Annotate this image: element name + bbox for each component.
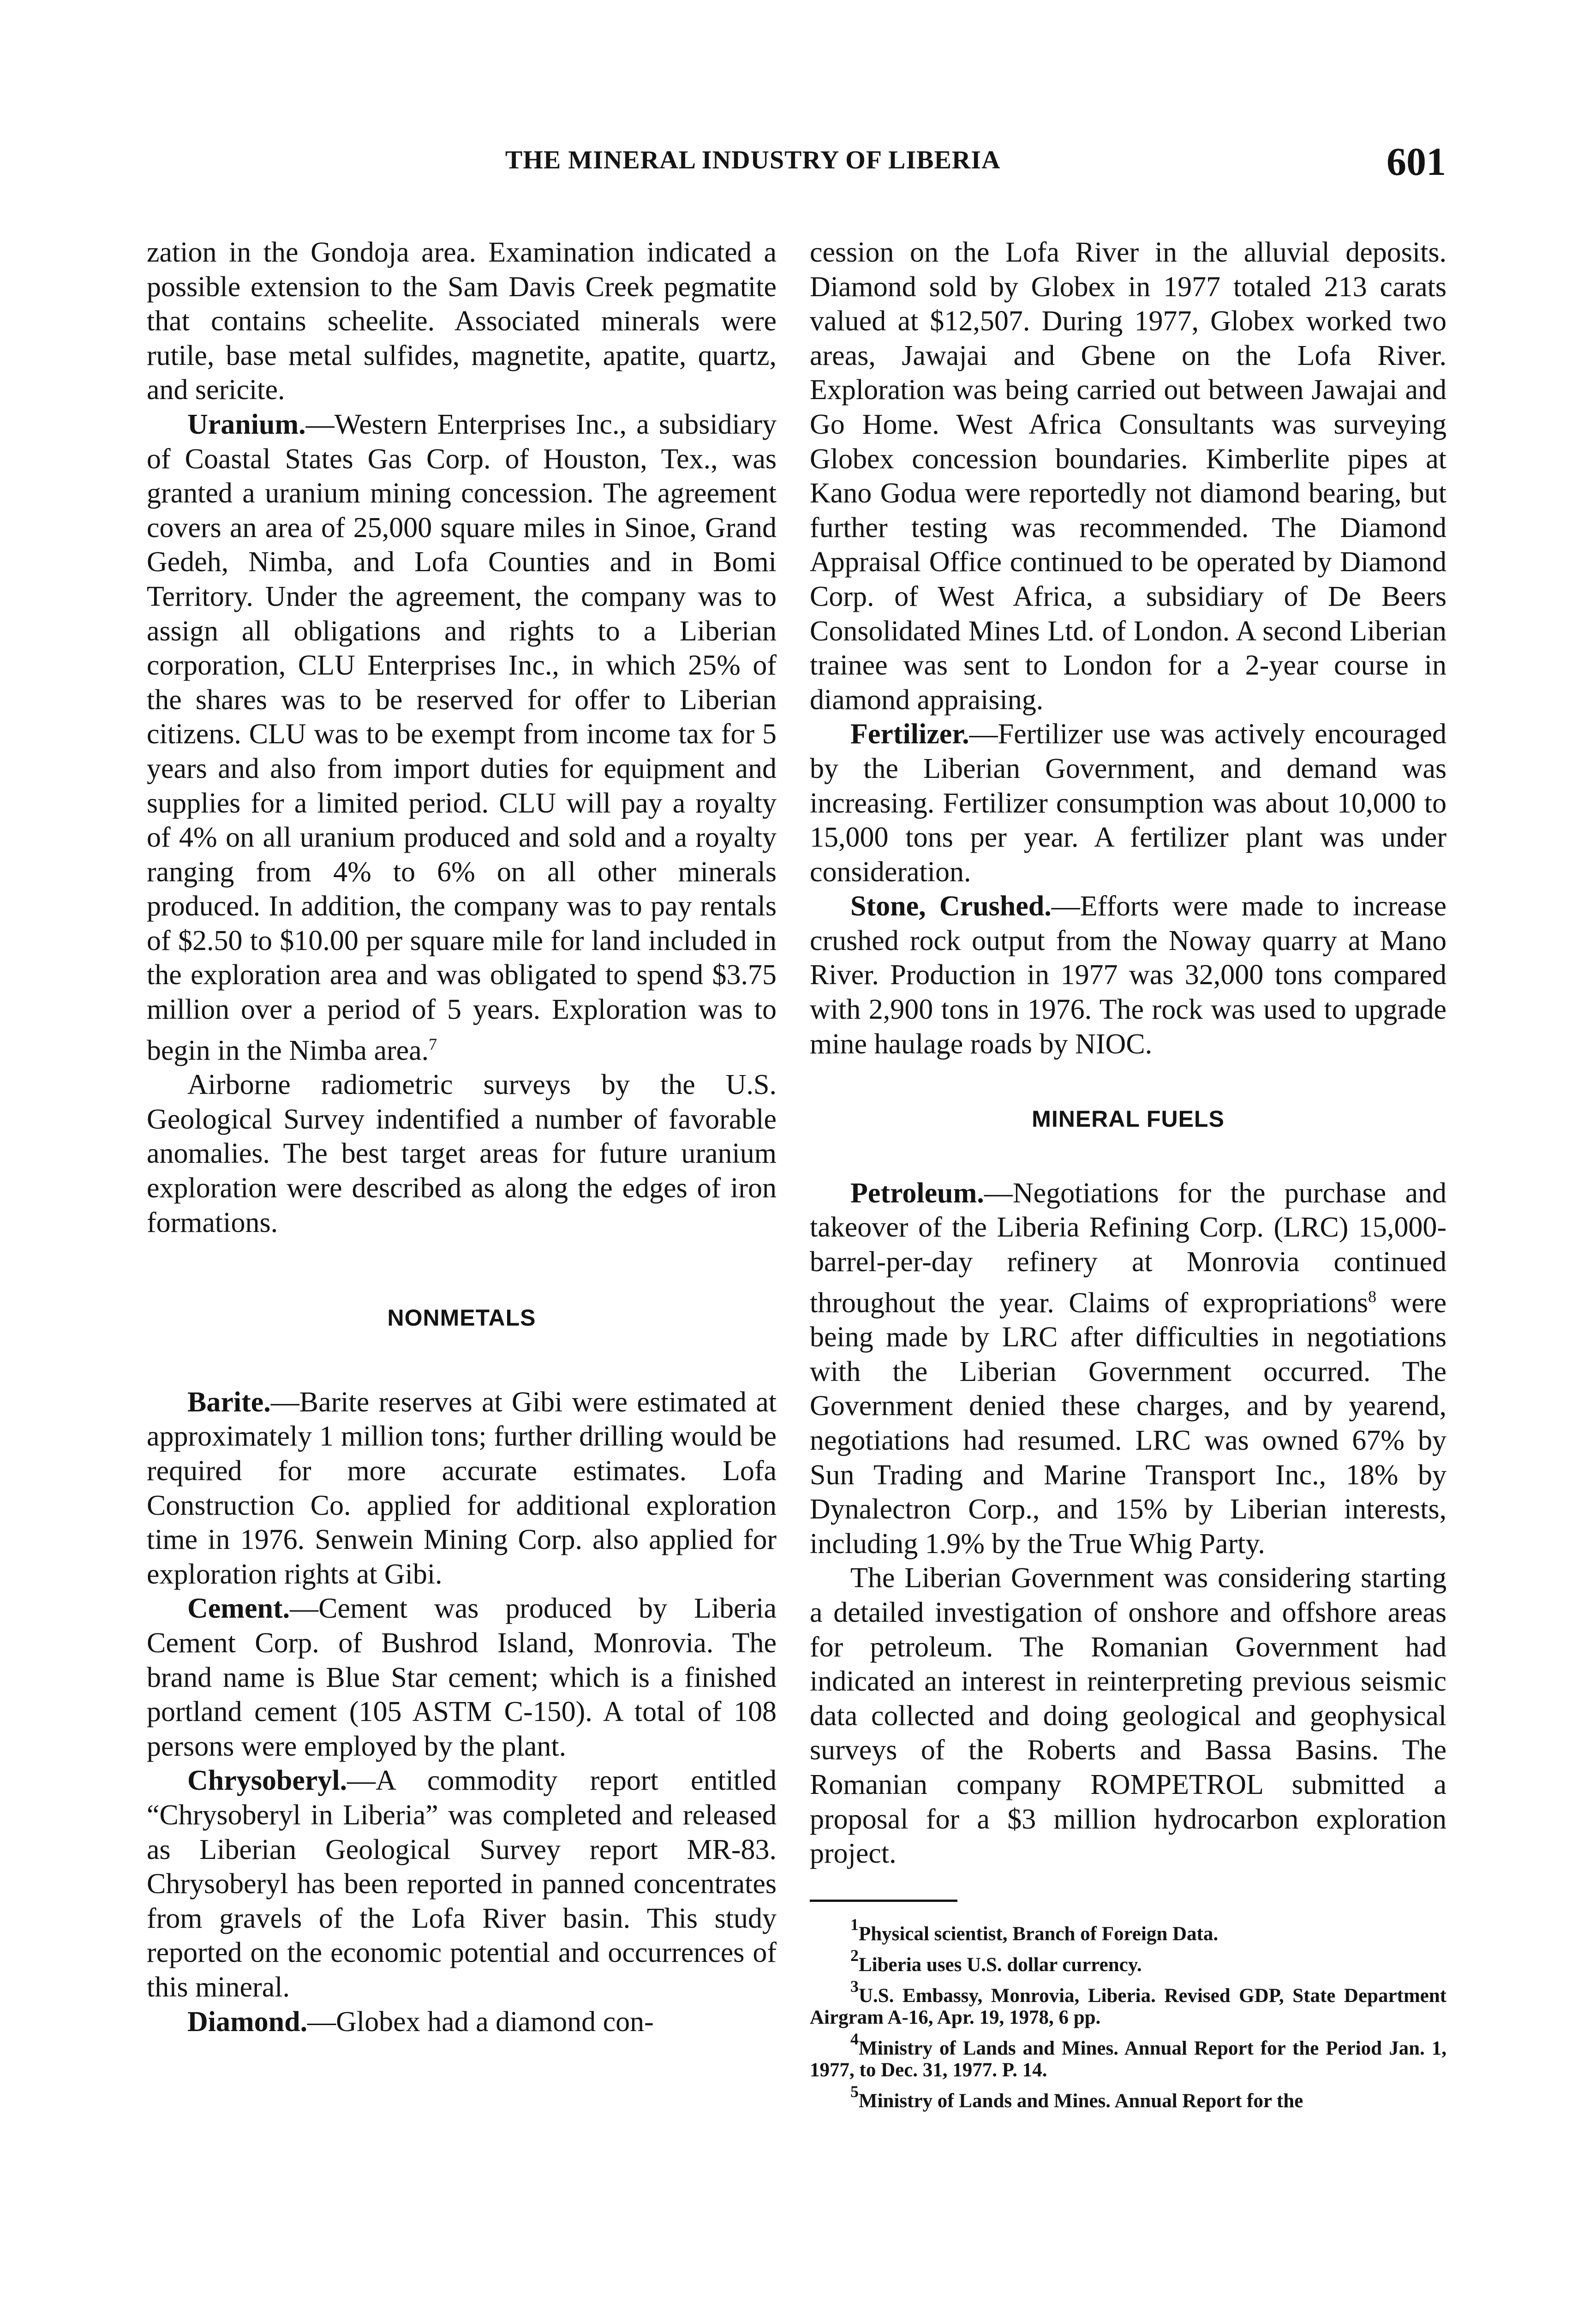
footnote-5: $^5$Ministry of Lands and Mines. Annual Report for the [850, 2082, 1303, 2112]
paragraph-petroleum: Petroleum.—Negotiations for the purchase and takeover of the Liberia Refining Corp. (LRC) 15,000-barrel-per-day refinery at Monrovia continued throughout the year. Claims of expropriations$^8$ were being made by LRC after difficulties in negotiations with the Liberian Government occurred. The Government denied these charges, and by yearend, negotiations had resumed. LRC was owned 67% by Sun Trading and Marine Transport Inc., 18% by Dynalectron Corp., and 15% by Liberian interests, including 1.9% by the True Whig Party. [810, 1177, 1447, 1560]
page-number: 601 [1387, 139, 1446, 184]
petroleum-run-in-title: Petroleum. [850, 1177, 984, 1209]
footnote-3: $^3$U.S. Embassy, Monrovia, Liberia. Revised GDP, State Department Airgram A-16, Apr. 19, 1978, 6 pp. [810, 1977, 1447, 2028]
footnote-2: $^2$Liberia uses U.S. dollar currency. [850, 1946, 1142, 1976]
diamond-run-in-title: Diamond. [187, 2006, 308, 2038]
paragraph-liberian-government: The Liberian Government was considering starting a detailed investigation of onshore and offshore areas for petroleum. The Romanian Government had indicated an interest in reinterpreting previous seismic data collected and doing geological and geophysical surveys of the Roberts and Bassa Basins. The Romanian company ROMPETROL submitted a proposal for a $3 million hydrocarbon exploration project. [810, 1562, 1447, 1870]
paragraph-barite: Barite.—Barite reserves at Gibi were estimated at approximately 1 million tons; further drilling would be required for more accurate estimates. Lofa Construction Co. applied for additional exploration time in 1976. Senwein Mining Corp. also applied for exploration rights at Gibi. [147, 1386, 777, 1590]
left-column [147, 235, 777, 2039]
running-header: THE MINERAL INDUSTRY OF LIBERIA [505, 146, 1001, 174]
paragraph-chrysoberyl: Chrysoberyl.—A commodity report entitled “Chrysoberyl in Liberia” was completed and released as Liberian Geological Survey report MR-83. Chrysoberyl has been reported in panned concentrates from gravels of the Lofa River basin. This study reported on the economic potential and occurrences of this mineral. [147, 1765, 777, 2003]
paragraph-airborne: Airborne radiometric surveys by the U.S. Geological Survey indentified a number of favorable anomalies. The best target areas for future uranium exploration were described as along the edges of iron formations. [147, 1069, 777, 1238]
paragraph-fertilizer: Fertilizer.—Fertilizer use was actively encouraged by the Liberian Government, and demand was increasing. Fertilizer consumption was about 10,000 to 15,000 tons per year. A fertilizer plant was under consideration. [810, 718, 1447, 888]
paragraph-diamond: Diamond.—Globex had a diamond con- [187, 2006, 654, 2038]
section-heading-mineral-fuels: MINERAL FUELS [1032, 1106, 1225, 1132]
uranium-run-in-title: Uranium. [187, 408, 306, 440]
footnotes [810, 1914, 1447, 2112]
footnote-ref-8: 8 [1368, 1287, 1376, 1306]
footnote-1: $^1$Physical scientist, Branch of Foreign Data. [850, 1915, 1219, 1945]
stone-run-in-title: Stone, Crushed. [850, 891, 1052, 922]
paragraph-continuation: zation in the Gondoja area. Examination indicated a possible extension to the Sam Davis Creek pegmatite that contains scheelite. Associated minerals were rutile, base metal sulfides, magnetite, apatite, quartz, and sericite. [147, 237, 777, 406]
cement-run-in-title: Cement. [187, 1593, 290, 1625]
section-heading-nonmetals: NONMETALS [387, 1305, 536, 1331]
fertilizer-run-in-title: Fertilizer. [850, 718, 969, 750]
paragraph-cement: Cement.—Cement was produced by Liberia Cement Corp. of Bushrod Island, Monrovia. The brand name is Blue Star cement; which is a finished portland cement (105 ASTM C-150). A total of 108 persons were employed by the plant. [147, 1593, 777, 1762]
footnote-ref-7: 7 [429, 1034, 437, 1053]
paragraph-diamond-continued: cession on the Lofa River in the alluvial deposits. Diamond sold by Globex in 1977 totaled 213 carats valued at $12,507. During 1977, Globex worked two areas, Jawajai and Gbene on the Lofa River. Exploration was being carried out between Jawajai and Go Home. West Africa Consultants was surveying Globex concession boundaries. Kimberlite pipes at Kano Godua were reportedly not diamond bearing, but further testing was recommended. The Diamond Appraisal Office continued to be operated by Diamond Corp. of West Africa, a subsidiary of De Beers Consolidated Mines Ltd. of London. A second Liberian trainee was sent to London for a 2-year course in diamond appraising. [810, 237, 1447, 716]
paragraph-stone-crushed: Stone, Crushed.—Efforts were made to increase crushed rock output from the Noway quarry at Mano River. Production in 1977 was 32,000 tons compared with 2,900 tons in 1976. The rock was used to upgrade mine haulage roads by NIOC. [810, 891, 1447, 1060]
footnote-4: $^4$Ministry of Lands and Mines. Annual Report for the Period Jan. 1, 1977, to Dec. 31, 1977. P. 14. [810, 2029, 1447, 2081]
paragraph-uranium: Uranium.—Western Enterprises Inc., a subsidiary of Coastal States Gas Corp. of Houston, Tex., was granted a uranium mining concession. The agreement covers an area of 25,000 square miles in Sinoe, Grand Gedeh, Nimba, and Lofa Counties and in Bomi Territory. Under the agreement, the company was to assign all obligations and rights to a Liberian corporation, CLU Enterprises Inc., in which 25% of the shares was to be reserved for offer to Liberian citizens. CLU was to be exempt from income tax for 5 years and also from import duties for equipment and supplies for a limited period. CLU will pay a royalty of 4% on all uranium produced and sold and a royalty ranging from 4% to 6% on all other minerals produced. In addition, the company was to pay rentals of $2.50 to $10.00 per square mile for land included in the exploration area and was obligated to spend $3.75 million over a period of 5 years. Exploration was to begin in the Nimba area.$^7$ [147, 408, 777, 1066]
footnote-rule [810, 1900, 957, 1902]
barite-run-in-title: Barite. [187, 1386, 271, 1418]
right-column [810, 235, 1447, 2112]
chrysoberyl-run-in-title: Chrysoberyl. [187, 1765, 347, 1797]
